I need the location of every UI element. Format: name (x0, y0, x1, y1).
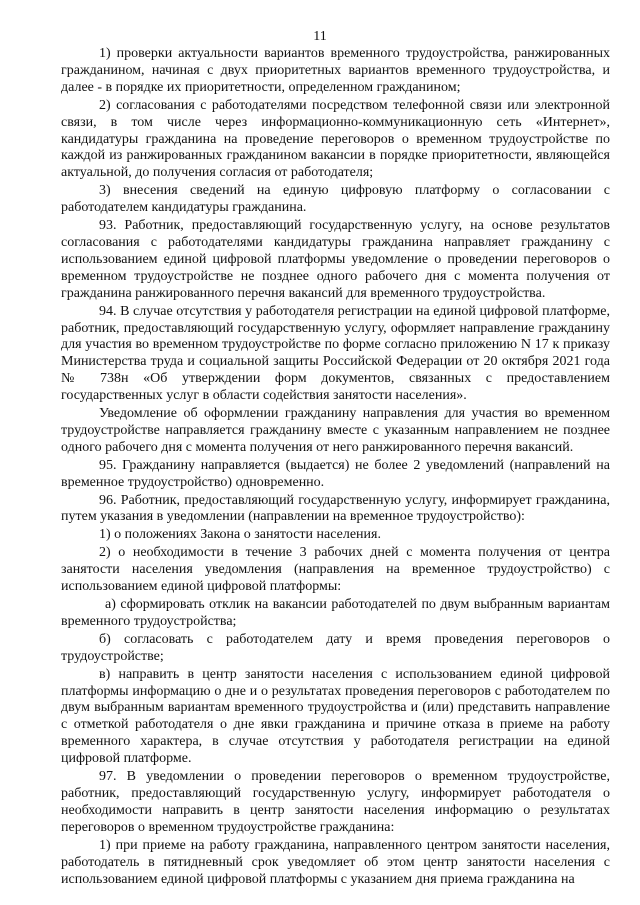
paragraph-clause-95: 95. Гражданину направляется (выдается) не более 2 уведомлений (направлений на временное трудоустройство) одновременно. (61, 457, 610, 490)
paragraph-item-2-employer-agreement: 2) согласования с работодателями посредством телефонной связи или электронной связи, в том числе через информационно-коммуникационную сеть «Интернет», кандидатуры гражданина на проведение переговоров о временном трудоустройстве по каждой из ранжированных гражданином вакансии в порядке приоритетности, являющейся актуальной, до получения согласия от работодателя; (61, 97, 610, 181)
page-number: 11 (313, 29, 327, 44)
paragraph-clause-97: 97. В уведомлении о проведении переговоров о временном трудоустройстве, работник, предоставляющий государственную услугу, информирует работодателя о необходимости направить в центр занятости населения информацию о результатах переговоров о временном трудоустройстве гражданина: (61, 769, 610, 835)
paragraph-clause-97-item-1: 1) при приеме на работу гражданина, направленного центром занятости населения, работодатель в пятидневный срок уведомляет об этом центр занятости населения с использованием единой цифровой платформы с указанием дня приема гражданина на (61, 837, 610, 887)
paragraph-clause-93: 93. Работник, предоставляющий государственную услугу, на основе результатов согласования с работодателями кандидатуры гражданина направляет гражданину с использованием единой цифровой платформы уведомление о проведении переговоров о временном трудоустройстве не позднее одного рабочего дня с момента получения от гражданина ранжированного перечня вакансий для временного трудоустройства. (61, 218, 610, 301)
document-body (61, 46, 610, 889)
paragraph-notification-referral: Уведомление об оформлении гражданину направления для участия во временном трудоустройстве направляется гражданину вместе с указанным направлением не позднее одного рабочего дня с момента получения от него ранжированного перечня вакансий. (61, 406, 610, 455)
paragraph-item-1-actuality-check: 1) проверки актуальности вариантов временного трудоустройства, ранжированных гражданином, начиная с двух приоритетных вариантов временного трудоустройства, и далее - в порядке их приоритетности, определенном гражданином; (61, 46, 610, 95)
paragraph-subitem-v: в) направить в центр занятости населения с использованием единой цифровой платформы информацию о дне и о результатах проведения переговоров с работодателем по двум выбранным вариантам временного трудоустройства и (или) представить направление с отметкой работодателя о дне явки гражданина и причине отказа в приеме на работу временного характера, в случае отсутствия у работодателя регистрации на единой цифровой платформе. (61, 666, 610, 767)
paragraph-subitem-b: б) согласовать с работодателем дату и время проведения переговоров о трудоустройстве; (61, 631, 610, 664)
paragraph-subitem-a: а) сформировать отклик на вакансии работодателей по двум выбранным вариантам временного трудоустройства; (61, 597, 610, 629)
paragraph-item-3-platform-entry: 3) внесения сведений на единую цифровую платформу о согласовании с работодателем кандидатуры гражданина. (61, 183, 610, 216)
paragraph-clause-96-item-2: 2) о необходимости в течение 3 рабочих дней с момента получения от центра занятости населения уведомления (направления на временное трудоустройство) с использованием единой цифровой платформы: (61, 545, 610, 595)
paragraph-clause-94: 94. В случае отсутствия у работодателя регистрации на единой цифровой платформе, работник, предоставляющий государственную услугу, оформляет направление гражданину для участия во временном трудоустройстве по форме согласно приложению N 17 к приказу Министерства труда и социальной защиты Российской Федерации от 20 октября 2021 года № 738н «Об утверждении форм документов, связанных с предоставлением государственных услуг в области содействия занятости населения». (61, 303, 610, 404)
paragraph-clause-96-item-1: 1) о положениях Закона о занятости населения. (99, 527, 381, 543)
paragraph-clause-96: 96. Работник, предоставляющий государственную услугу, информирует гражданина, путем указания в уведомлении (направлении на временное трудоустройство): (61, 492, 610, 525)
